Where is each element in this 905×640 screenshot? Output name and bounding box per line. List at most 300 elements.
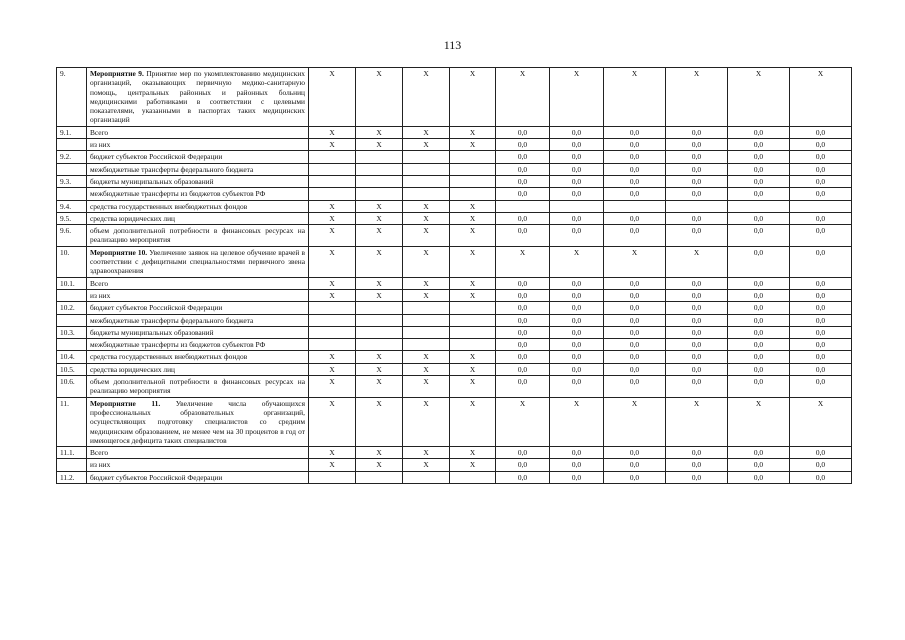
value-cell (309, 175, 356, 187)
value-cell: X (403, 139, 450, 151)
value-cell (356, 302, 403, 314)
value-cell (356, 188, 403, 200)
value-cell: 0,0 (550, 277, 604, 289)
row-text: средства государственных внебюджетных фондов (90, 352, 248, 362)
value-cell (356, 151, 403, 163)
value-cell: 0,0 (604, 212, 666, 224)
value-cell: 0,0 (790, 447, 852, 459)
value-cell: X (450, 459, 496, 471)
row-text: из них (90, 140, 111, 150)
value-cell (309, 471, 356, 483)
value-cell: X (309, 459, 356, 471)
value-cell: X (309, 277, 356, 289)
value-cell: 0,0 (496, 175, 550, 187)
value-cell: 0,0 (666, 459, 728, 471)
value-cell (356, 471, 403, 483)
value-cell: 0,0 (666, 151, 728, 163)
value-cell: 0,0 (496, 459, 550, 471)
value-cell: 0,0 (728, 139, 790, 151)
value-cell: X (790, 68, 852, 127)
value-cell: 0,0 (550, 302, 604, 314)
table-row (57, 471, 852, 483)
value-cell (450, 163, 496, 175)
value-cell: X (309, 126, 356, 138)
row-number: 10. (57, 246, 87, 277)
value-cell: 0,0 (666, 471, 728, 483)
value-cell (356, 339, 403, 351)
value-cell (403, 163, 450, 175)
value-cell: X (356, 246, 403, 277)
row-description (87, 188, 309, 200)
value-cell (309, 151, 356, 163)
row-number: 9.2. (57, 151, 87, 163)
value-cell: X (450, 246, 496, 277)
value-cell (403, 314, 450, 326)
value-cell: 0,0 (496, 289, 550, 301)
row-text: из них (90, 460, 111, 470)
value-cell: 0,0 (728, 246, 790, 277)
value-cell: 0,0 (728, 188, 790, 200)
row-description (87, 351, 309, 363)
value-cell: 0,0 (496, 163, 550, 175)
value-cell: 0,0 (496, 151, 550, 163)
value-cell: X (403, 397, 450, 446)
row-number (57, 314, 87, 326)
value-cell (309, 326, 356, 338)
value-cell: X (309, 397, 356, 446)
value-cell: X (450, 139, 496, 151)
table-row (57, 339, 852, 351)
value-cell: 0,0 (604, 277, 666, 289)
value-cell: 0,0 (496, 326, 550, 338)
measure-title: Мероприятие 11. (90, 398, 161, 408)
row-text: Принятие мер по укомплектованию медицинских организаций, оказывающих первичную медико-санитарную помощь, центральных районных и районных больниц медицинскими работниками в соответствии с целевыми показателями, указанными в паспортах таких медицинских организаций (90, 69, 305, 125)
table-row (57, 126, 852, 138)
table-row (57, 363, 852, 375)
value-cell: 0,0 (496, 447, 550, 459)
value-cell (403, 302, 450, 314)
row-number (57, 339, 87, 351)
table-row (57, 68, 852, 127)
table-row (57, 326, 852, 338)
value-cell: 0,0 (550, 212, 604, 224)
value-cell: 0,0 (728, 314, 790, 326)
value-cell (309, 163, 356, 175)
value-cell (309, 302, 356, 314)
row-description (87, 376, 309, 398)
value-cell: X (604, 246, 666, 277)
table-row (57, 351, 852, 363)
value-cell: 0,0 (666, 163, 728, 175)
value-cell: 0,0 (496, 225, 550, 247)
value-cell: 0,0 (790, 175, 852, 187)
table-row (57, 246, 852, 277)
value-cell: 0,0 (728, 277, 790, 289)
value-cell: 0,0 (550, 175, 604, 187)
value-cell: X (309, 212, 356, 224)
value-cell: 0,0 (790, 246, 852, 277)
value-cell: 0,0 (550, 126, 604, 138)
value-cell: X (356, 459, 403, 471)
value-cell: 0,0 (728, 339, 790, 351)
value-cell: 0,0 (728, 326, 790, 338)
value-cell: X (450, 363, 496, 375)
row-text: бюджеты муниципальных образований (90, 327, 214, 337)
value-cell: 0,0 (790, 314, 852, 326)
row-description (87, 363, 309, 375)
value-cell (450, 302, 496, 314)
value-cell: 0,0 (604, 363, 666, 375)
value-cell: 0,0 (790, 163, 852, 175)
value-cell: 0,0 (666, 277, 728, 289)
row-text: бюджет субъектов Российской Федерации (90, 152, 223, 162)
row-description (87, 289, 309, 301)
row-number (57, 188, 87, 200)
value-cell: 0,0 (496, 139, 550, 151)
row-number: 10.4. (57, 351, 87, 363)
row-description (87, 151, 309, 163)
value-cell: X (309, 200, 356, 212)
value-cell: X (450, 126, 496, 138)
table-row (57, 188, 852, 200)
row-text: межбюджетные трансферты федерального бюджета (90, 315, 254, 325)
value-cell: 0,0 (550, 351, 604, 363)
value-cell: X (550, 68, 604, 127)
value-cell: X (309, 289, 356, 301)
value-cell: 0,0 (550, 225, 604, 247)
row-text: Всего (90, 278, 109, 288)
row-number: 10.6. (57, 376, 87, 398)
table-row (57, 212, 852, 224)
value-cell: 0,0 (728, 376, 790, 398)
row-description (87, 139, 309, 151)
value-cell: 0,0 (496, 471, 550, 483)
row-number: 9.4. (57, 200, 87, 212)
value-cell: X (450, 397, 496, 446)
value-cell: X (356, 200, 403, 212)
row-text: средства государственных внебюджетных фондов (90, 201, 248, 211)
value-cell: 0,0 (550, 163, 604, 175)
row-description (87, 397, 309, 446)
table-row (57, 200, 852, 212)
measure-title: Мероприятие 9. (90, 69, 144, 78)
value-cell (450, 326, 496, 338)
value-cell: X (356, 139, 403, 151)
value-cell: 0,0 (790, 139, 852, 151)
value-cell: 0,0 (728, 351, 790, 363)
value-cell: 0,0 (790, 471, 852, 483)
value-cell: 0,0 (790, 151, 852, 163)
value-cell: 0,0 (666, 314, 728, 326)
value-cell: 0,0 (666, 225, 728, 247)
value-cell: X (496, 68, 550, 127)
value-cell: 0,0 (728, 175, 790, 187)
row-description (87, 246, 309, 277)
value-cell: X (403, 289, 450, 301)
value-cell: 0,0 (550, 151, 604, 163)
row-number: 9.6. (57, 225, 87, 247)
row-description (87, 314, 309, 326)
row-description (87, 302, 309, 314)
value-cell: 0,0 (604, 339, 666, 351)
value-cell: X (309, 447, 356, 459)
row-number (57, 459, 87, 471)
value-cell: 0,0 (550, 188, 604, 200)
value-cell: 0,0 (790, 376, 852, 398)
value-cell: 0,0 (728, 212, 790, 224)
value-cell: X (604, 68, 666, 127)
table-row (57, 277, 852, 289)
value-cell: 0,0 (496, 314, 550, 326)
value-cell: X (450, 68, 496, 127)
value-cell: X (356, 68, 403, 127)
value-cell (356, 175, 403, 187)
value-cell: 0,0 (728, 151, 790, 163)
value-cell: 0,0 (604, 289, 666, 301)
value-cell: 0,0 (790, 326, 852, 338)
value-cell: 0,0 (550, 447, 604, 459)
value-cell (450, 151, 496, 163)
row-description (87, 126, 309, 138)
value-cell: X (403, 277, 450, 289)
value-cell: X (666, 68, 728, 127)
table-row (57, 459, 852, 471)
value-cell: 0,0 (604, 351, 666, 363)
value-cell (403, 471, 450, 483)
row-number: 11.1. (57, 447, 87, 459)
value-cell: X (356, 126, 403, 138)
value-cell: 0,0 (728, 126, 790, 138)
value-cell: 0,0 (666, 339, 728, 351)
value-cell: 0,0 (496, 188, 550, 200)
value-cell: X (450, 351, 496, 363)
value-cell (450, 339, 496, 351)
row-text: объем дополнительной потребности в финансовых ресурсах на реализацию мероприятия (90, 226, 305, 245)
value-cell: X (356, 225, 403, 247)
value-cell: 0,0 (550, 289, 604, 301)
value-cell: 0,0 (550, 376, 604, 398)
value-cell: 0,0 (728, 447, 790, 459)
value-cell: X (496, 397, 550, 446)
value-cell: X (356, 376, 403, 398)
value-cell: 0,0 (604, 163, 666, 175)
value-cell: 0,0 (728, 459, 790, 471)
value-cell: X (450, 376, 496, 398)
value-cell: X (309, 246, 356, 277)
value-cell: 0,0 (790, 212, 852, 224)
page-number: 113 (443, 38, 462, 52)
row-text: межбюджетные трансферты из бюджетов субъектов РФ (90, 189, 266, 199)
row-number: 9.5. (57, 212, 87, 224)
value-cell: 0,0 (496, 363, 550, 375)
value-cell: 0,0 (550, 139, 604, 151)
row-text: Всего (90, 127, 109, 137)
row-number: 10.5. (57, 363, 87, 375)
value-cell: 0,0 (790, 459, 852, 471)
value-cell: 0,0 (666, 175, 728, 187)
table-row (57, 302, 852, 314)
value-cell: 0,0 (550, 326, 604, 338)
value-cell: 0,0 (666, 326, 728, 338)
value-cell: 0,0 (550, 314, 604, 326)
value-cell: 0,0 (550, 363, 604, 375)
value-cell: X (309, 363, 356, 375)
table-row (57, 139, 852, 151)
value-cell: X (450, 212, 496, 224)
value-cell (356, 314, 403, 326)
table-row (57, 151, 852, 163)
value-cell: X (604, 397, 666, 446)
table-row (57, 314, 852, 326)
value-cell: 0,0 (666, 376, 728, 398)
value-cell: 0,0 (666, 212, 728, 224)
value-cell: X (403, 212, 450, 224)
row-description (87, 68, 309, 127)
value-cell: 0,0 (550, 459, 604, 471)
value-cell (403, 188, 450, 200)
value-cell: X (309, 225, 356, 247)
table-row (57, 225, 852, 247)
value-cell: X (450, 200, 496, 212)
value-cell: 0,0 (604, 175, 666, 187)
value-cell: 0,0 (728, 289, 790, 301)
value-cell: 0,0 (496, 351, 550, 363)
table-row (57, 289, 852, 301)
row-description (87, 471, 309, 483)
value-cell: X (450, 277, 496, 289)
value-cell: 0,0 (604, 447, 666, 459)
value-cell: X (450, 447, 496, 459)
row-text: из них (90, 290, 111, 300)
value-cell: 0,0 (790, 302, 852, 314)
value-cell: X (550, 246, 604, 277)
value-cell: 0,0 (728, 225, 790, 247)
value-cell: 0,0 (666, 302, 728, 314)
row-number: 9. (57, 68, 87, 127)
value-cell (309, 314, 356, 326)
value-cell: 0,0 (604, 376, 666, 398)
value-cell: X (309, 376, 356, 398)
value-cell: X (356, 277, 403, 289)
value-cell: X (403, 459, 450, 471)
value-cell: 0,0 (550, 471, 604, 483)
value-cell: 0,0 (790, 126, 852, 138)
value-cell: X (403, 200, 450, 212)
row-number: 10.3. (57, 326, 87, 338)
value-cell: X (790, 397, 852, 446)
row-text: межбюджетные трансферты федерального бюджета (90, 164, 254, 174)
value-cell: 0,0 (666, 139, 728, 151)
value-cell: X (403, 225, 450, 247)
value-cell (450, 314, 496, 326)
row-text: бюджеты муниципальных образований (90, 176, 214, 186)
value-cell: 0,0 (728, 363, 790, 375)
row-description (87, 339, 309, 351)
row-description (87, 200, 309, 212)
table-row (57, 175, 852, 187)
value-cell: X (403, 376, 450, 398)
value-cell: X (550, 397, 604, 446)
row-text: Увеличение числа обучающихся профессиональных образовательных организаций, осуществляющих подготовку специалистов со средним медицинским образованием, не менее чем на 30 процентов в год от имеющегося дефицита таких специалистов (90, 398, 305, 445)
row-description (87, 459, 309, 471)
row-text: средства юридических лиц (90, 364, 175, 374)
row-number (57, 289, 87, 301)
value-cell: 0,0 (604, 459, 666, 471)
value-cell (450, 188, 496, 200)
table-row (57, 397, 852, 446)
value-cell: 0,0 (666, 188, 728, 200)
row-description (87, 277, 309, 289)
value-cell (309, 188, 356, 200)
value-cell: 0,0 (728, 163, 790, 175)
value-cell: X (356, 397, 403, 446)
value-cell (728, 200, 790, 212)
value-cell: 0,0 (790, 289, 852, 301)
value-cell: 0,0 (790, 225, 852, 247)
value-cell: X (666, 397, 728, 446)
value-cell: X (309, 68, 356, 127)
row-number: 11.2. (57, 471, 87, 483)
value-cell: 0,0 (604, 126, 666, 138)
row-text: бюджет субъектов Российской Федерации (90, 303, 223, 313)
value-cell (450, 175, 496, 187)
row-number: 11. (57, 397, 87, 446)
value-cell: X (403, 68, 450, 127)
value-cell: 0,0 (604, 314, 666, 326)
value-cell: X (403, 363, 450, 375)
table-row (57, 447, 852, 459)
value-cell (403, 175, 450, 187)
row-number: 10.2. (57, 302, 87, 314)
row-text: межбюджетные трансферты из бюджетов субъектов РФ (90, 340, 266, 350)
row-text: Всего (90, 448, 109, 458)
value-cell: 0,0 (666, 289, 728, 301)
value-cell: X (403, 126, 450, 138)
value-cell: 0,0 (604, 151, 666, 163)
value-cell: X (450, 225, 496, 247)
row-description (87, 212, 309, 224)
value-cell: X (403, 447, 450, 459)
value-cell: X (356, 447, 403, 459)
value-cell: 0,0 (604, 302, 666, 314)
value-cell: 0,0 (790, 363, 852, 375)
value-cell (790, 200, 852, 212)
value-cell: X (403, 246, 450, 277)
value-cell: X (356, 289, 403, 301)
row-description (87, 163, 309, 175)
value-cell (403, 339, 450, 351)
table-row (57, 163, 852, 175)
value-cell: 0,0 (666, 447, 728, 459)
value-cell (403, 326, 450, 338)
value-cell (604, 200, 666, 212)
value-cell: 0,0 (790, 277, 852, 289)
row-number (57, 163, 87, 175)
value-cell: 0,0 (666, 351, 728, 363)
value-cell: 0,0 (728, 471, 790, 483)
row-number: 9.1. (57, 126, 87, 138)
value-cell: 0,0 (496, 376, 550, 398)
value-cell: 0,0 (604, 139, 666, 151)
value-cell: X (728, 68, 790, 127)
value-cell: X (309, 139, 356, 151)
row-number: 9.3. (57, 175, 87, 187)
value-cell: X (728, 397, 790, 446)
row-description (87, 225, 309, 247)
value-cell: 0,0 (496, 126, 550, 138)
row-description (87, 175, 309, 187)
row-text: объем дополнительной потребности в финансовых ресурсах на реализацию мероприятия (90, 377, 305, 396)
